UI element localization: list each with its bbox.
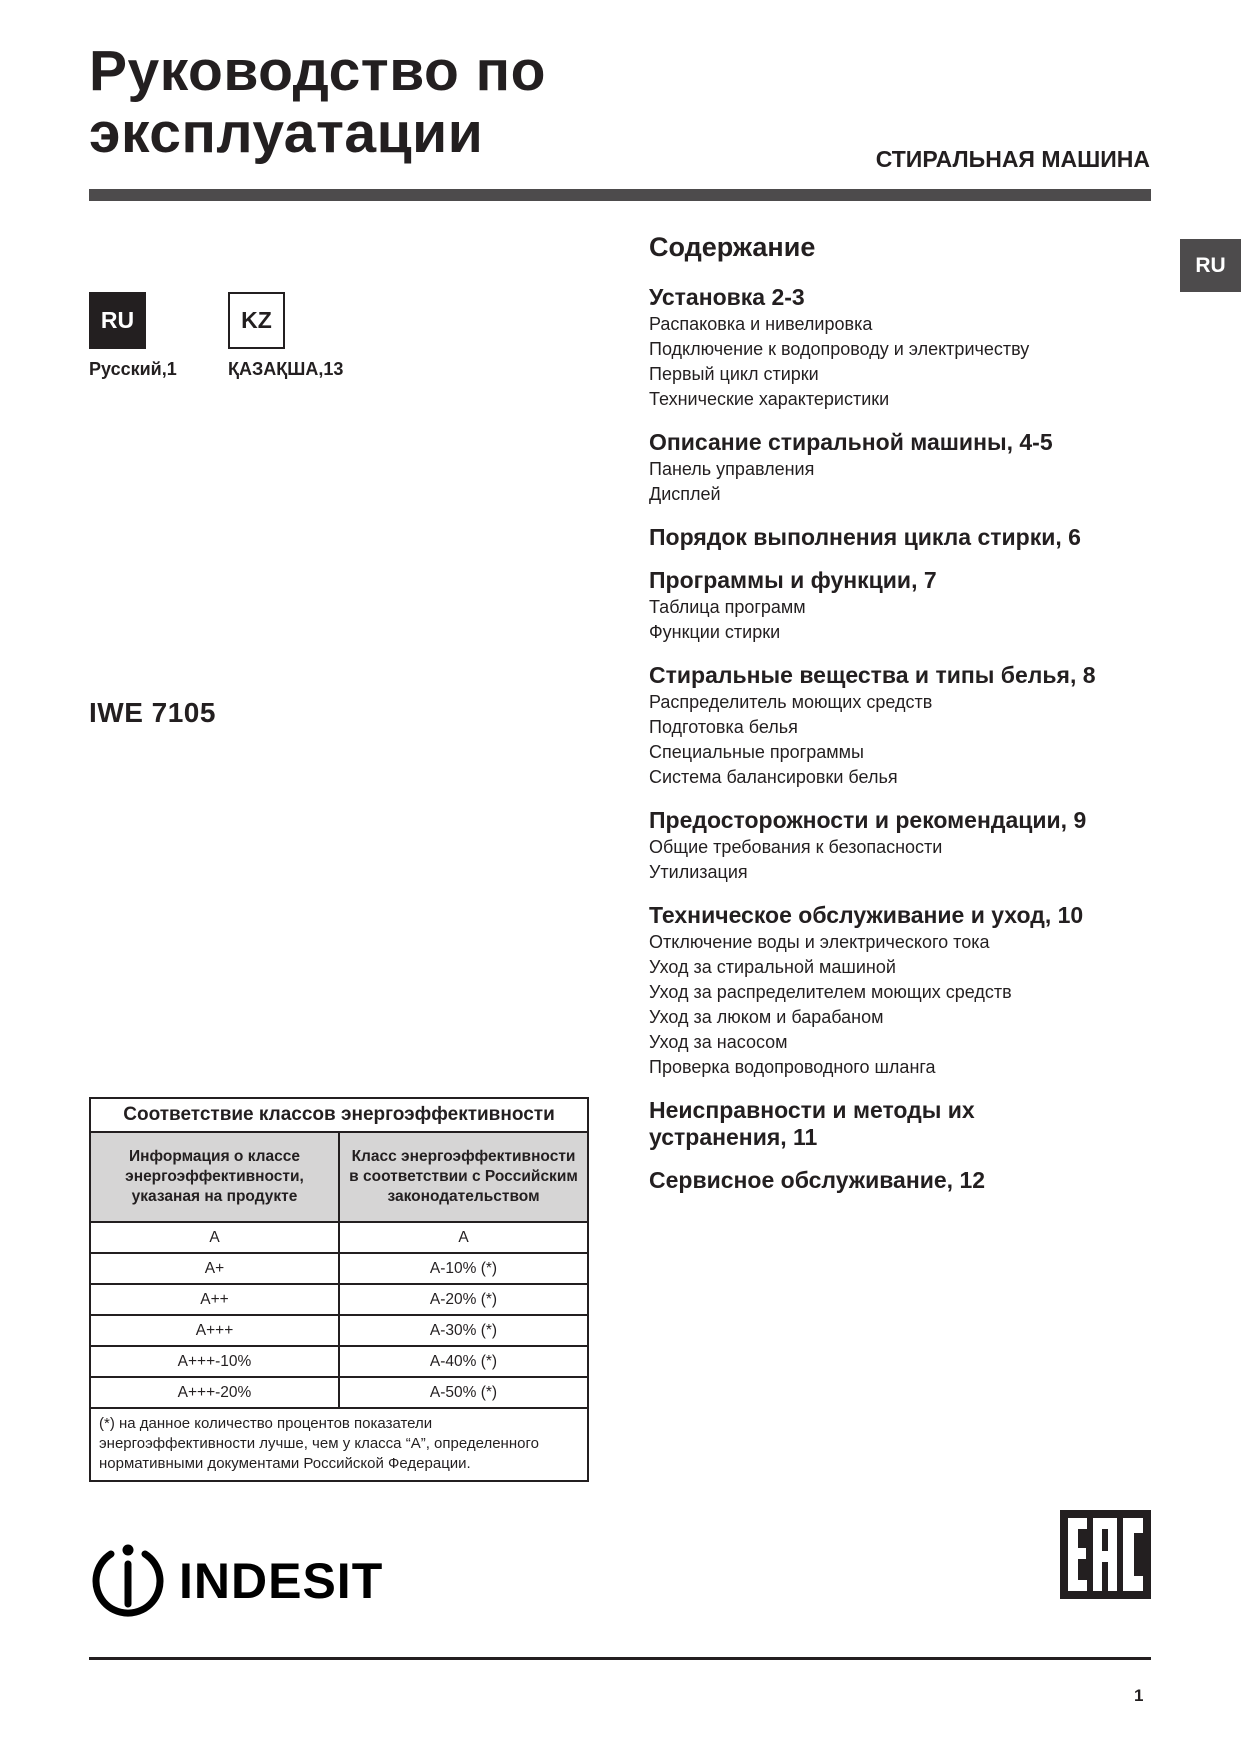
toc-item: Первый цикл стирки [649,364,819,384]
product-type: СТИРАЛЬНАЯ МАШИНА [875,146,1150,172]
toc-section-title: Описание стиральной машины, 4-5 [649,429,1053,455]
toc-section [649,285,1149,412]
toc-item: Технические характеристики [649,389,890,409]
table-row [90,1222,588,1253]
table-cell: A-10% (*) [339,1253,588,1284]
toc-item: Специальные программы [649,742,864,762]
footer-divider [89,1657,1151,1660]
table-cell: A [339,1222,588,1253]
power-i-icon [89,1540,167,1622]
table-row [90,1377,588,1408]
toc-item: Отключение воды и электрического тока [649,932,990,952]
toc-section [649,430,1149,507]
toc-item: Уход за люком и барабаном [649,1007,884,1027]
energy-class-table [89,1097,589,1482]
table-cell: A+++-10% [90,1346,339,1377]
toc-section [649,1168,1149,1193]
toc-item: Система балансировки белья [649,767,898,787]
toc-item: Распаковка и нивелировка [649,314,873,334]
toc-section-title: Программы и функции, 7 [649,567,937,593]
energy-table-footnote: (*) на данное количество процентов показатели энергоэффективности лучше, чем у класса “A”, определенного нормативными документами Российской Федерации. [90,1408,588,1481]
eac-icon [1060,1510,1151,1599]
toc-item: Распределитель моющих средств [649,692,933,712]
model-number: IWE 7105 [89,697,216,728]
document-title [89,40,546,164]
toc-item: Проверка водопроводного шланга [649,1057,936,1077]
table-row [90,1284,588,1315]
table-cell: A++ [90,1284,339,1315]
language-label-kz: ҚАЗАҚША,13 [228,359,344,379]
toc-item: Уход за распределителем моющих средств [649,982,1012,1002]
toc-section-title: Предосторожности и рекомендации, 9 [649,807,1087,833]
table-cell: A [90,1222,339,1253]
toc-section [649,1098,1149,1150]
table-cell: A-30% (*) [339,1315,588,1346]
logo-wordmark: INDESIT [179,1553,384,1609]
table-cell: A+++ [90,1315,339,1346]
toc-item: Функции стирки [649,622,781,642]
toc-item: Дисплей [649,484,721,504]
toc-section [649,663,1149,790]
toc-item: Таблица программ [649,597,806,617]
energy-table-header-russian: Класс энергоэффективности в соответствии с Российским законодательством [339,1132,588,1222]
header-divider [89,189,1151,201]
toc-section-title: Установка 2-3 [649,284,805,310]
toc-item: Утилизация [649,862,748,882]
language-badge-ru: RU [89,292,146,349]
table-cell: A+ [90,1253,339,1284]
toc-section [649,568,1149,645]
table-cell: A-50% (*) [339,1377,588,1408]
toc-section-title: Сервисное обслуживание, 12 [649,1167,986,1193]
table-of-contents [649,232,1149,1211]
toc-section-title: Стиральные вещества и типы белья, 8 [649,662,1096,688]
title-line-1: Руководство по [89,39,546,103]
toc-item: Подготовка белья [649,717,798,737]
toc-item: Подключение к водопроводу и электричеству [649,339,1030,359]
toc-section [649,525,1149,550]
title-line-2: эксплуатации [89,101,484,165]
energy-table-caption: Соответствие классов энергоэффективности [90,1098,588,1132]
toc-heading: Содержание [649,232,816,262]
table-row [90,1253,588,1284]
toc-section-title-line-2: устранения, 11 [649,1124,818,1150]
indesit-logo [89,1540,383,1622]
table-row [90,1315,588,1346]
language-label-ru: Русский,1 [89,359,177,379]
language-badge-kz: KZ [228,292,285,349]
toc-section-title-line-1: Неисправности и методы их [649,1097,975,1123]
toc-section [649,903,1149,1080]
toc-item: Панель управления [649,459,815,479]
toc-item: Уход за стиральной машиной [649,957,896,977]
eac-certification-mark [1060,1510,1151,1599]
table-cell: A+++-20% [90,1377,339,1408]
toc-section-title: Техническое обслуживание и уход, 10 [649,902,1084,928]
language-side-tab: RU [1180,239,1241,292]
toc-item: Общие требования к безопасности [649,837,943,857]
toc-section [649,808,1149,885]
table-cell: A-40% (*) [339,1346,588,1377]
toc-item: Уход за насосом [649,1032,788,1052]
toc-section-title: Порядок выполнения цикла стирки, 6 [649,524,1081,550]
table-row [90,1346,588,1377]
energy-table-header-product: Информация о классе энергоэффективности, указаная на продукте [90,1132,339,1222]
page-number: 1 [1134,1686,1144,1705]
table-cell: A-20% (*) [339,1284,588,1315]
